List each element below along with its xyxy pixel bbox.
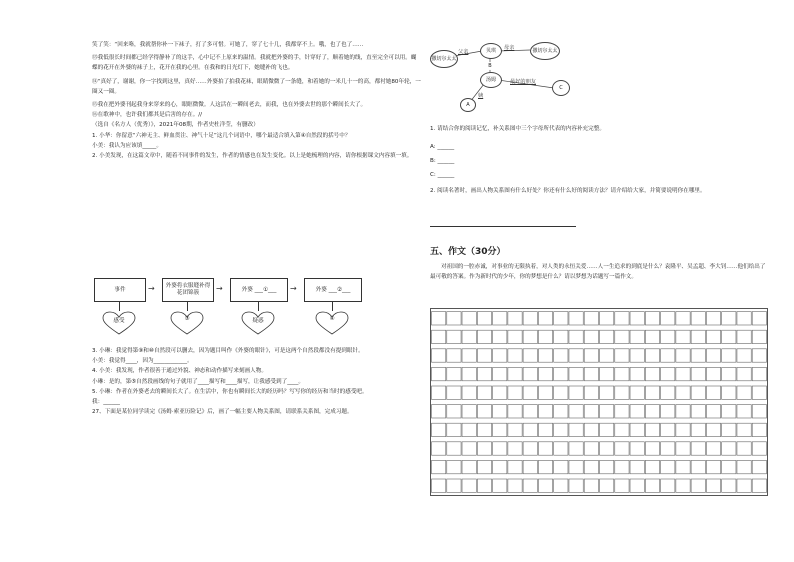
grid-cell[interactable] <box>752 442 766 455</box>
grid-cell[interactable] <box>493 460 507 473</box>
grid-cell[interactable] <box>538 330 552 343</box>
grid-cell[interactable] <box>462 423 476 436</box>
grid-cell[interactable] <box>508 367 522 380</box>
grid-cell[interactable] <box>462 367 476 380</box>
grid-cell[interactable] <box>645 330 659 343</box>
grid-cell[interactable] <box>477 386 491 399</box>
grid-cell[interactable] <box>706 479 720 492</box>
label-aunt: 姨 <box>478 93 484 99</box>
label-parent: 父亲 <box>458 49 469 55</box>
grid-cell[interactable] <box>584 330 598 343</box>
grid-cell[interactable] <box>737 330 751 343</box>
grid-cell[interactable] <box>600 423 614 436</box>
grid-cell[interactable] <box>554 405 568 418</box>
grid-cell[interactable] <box>462 330 476 343</box>
grid-cell[interactable] <box>569 349 583 362</box>
grid-cell[interactable] <box>752 386 766 399</box>
grid-cell[interactable] <box>523 479 537 492</box>
grid-cell[interactable] <box>584 405 598 418</box>
grid-cell[interactable] <box>676 312 690 325</box>
grid-cell[interactable] <box>737 386 751 399</box>
heart-shape-blank-4 <box>315 311 349 335</box>
grid-cell[interactable] <box>447 460 461 473</box>
grid-cell[interactable] <box>615 330 629 343</box>
grid-cell[interactable] <box>432 349 446 362</box>
heart-label: 感受 <box>113 318 125 324</box>
grid-cell[interactable] <box>569 330 583 343</box>
heart-shape-blank-3 <box>170 311 204 335</box>
grid-cell[interactable] <box>523 405 537 418</box>
grid-cell[interactable] <box>600 349 614 362</box>
grid-cell[interactable] <box>600 312 614 325</box>
grid-cell[interactable] <box>615 423 629 436</box>
grid-cell[interactable] <box>523 349 537 362</box>
grid-cell[interactable] <box>722 312 736 325</box>
grid-cell[interactable] <box>554 349 568 362</box>
left-column <box>92 40 422 161</box>
grid-cell[interactable] <box>630 405 644 418</box>
right-question-1: 1. 请结合你的阅读记忆，补关系图中三个字母所代表的内容补充完整。 <box>430 126 605 132</box>
grid-cell[interactable] <box>645 386 659 399</box>
grid-cell[interactable] <box>706 423 720 436</box>
grid-cell[interactable] <box>645 405 659 418</box>
grid-cell[interactable] <box>477 367 491 380</box>
node-c: C <box>552 80 570 96</box>
grid-cell[interactable] <box>752 367 766 380</box>
grid-cell[interactable] <box>722 386 736 399</box>
node-a: A <box>460 98 476 112</box>
grid-cell[interactable] <box>600 442 614 455</box>
grid-cell[interactable] <box>554 386 568 399</box>
grid-cell[interactable] <box>477 405 491 418</box>
grid-cell[interactable] <box>432 386 446 399</box>
grid-cell[interactable] <box>645 479 659 492</box>
grid-cell[interactable] <box>538 423 552 436</box>
label-best-friend: 最好的朋友 <box>510 79 536 85</box>
grid-cell[interactable] <box>493 405 507 418</box>
label-mother: 母亲 <box>504 45 515 51</box>
grid-cell[interactable] <box>661 312 675 325</box>
character-relationship-diagram <box>430 36 580 120</box>
grid-cell[interactable] <box>477 312 491 325</box>
grid-cell[interactable] <box>508 405 522 418</box>
grid-cell[interactable] <box>432 367 446 380</box>
question-4: 4. 小美：我发现，作者很善于通过外貌、神态和动作描写来刻画人物。 <box>92 368 267 375</box>
grid-cell[interactable] <box>737 479 751 492</box>
grid-cell[interactable] <box>691 442 705 455</box>
grid-cell[interactable] <box>447 349 461 362</box>
grid-cell[interactable] <box>584 479 598 492</box>
grid-cell[interactable] <box>752 479 766 492</box>
grid-cell[interactable] <box>554 442 568 455</box>
grid-cell[interactable] <box>691 405 705 418</box>
grid-cell[interactable] <box>554 367 568 380</box>
node-tom: 汤姆 <box>480 72 502 88</box>
passage-line-1: 笑了笑：“回来咯，我就帮你补一下袜子，打了多可惜。可她了，穿了七十几，我都穿不上。哦，也了也了…… <box>92 42 364 48</box>
grid-cell[interactable] <box>706 367 720 380</box>
grid-cell[interactable] <box>554 460 568 473</box>
grid-cell[interactable] <box>493 367 507 380</box>
grid-cell[interactable] <box>661 442 675 455</box>
node-b: B <box>486 62 494 70</box>
grid-cell[interactable] <box>676 460 690 473</box>
grid-cell[interactable] <box>661 405 675 418</box>
grid-cell[interactable] <box>645 367 659 380</box>
grid-cell[interactable] <box>584 367 598 380</box>
grid-cell[interactable] <box>432 312 446 325</box>
grid-cell[interactable] <box>737 405 751 418</box>
grid-cell[interactable] <box>447 405 461 418</box>
grid-cell[interactable] <box>447 330 461 343</box>
heart-shape-doubt <box>241 311 275 335</box>
grid-cell[interactable] <box>493 349 507 362</box>
grid-cell[interactable] <box>569 386 583 399</box>
grid-cell[interactable] <box>447 479 461 492</box>
grid-cell[interactable] <box>645 423 659 436</box>
grid-cell[interactable] <box>569 460 583 473</box>
grid-cell[interactable] <box>523 386 537 399</box>
grid-cell[interactable] <box>752 312 766 325</box>
grid-cell[interactable] <box>462 479 476 492</box>
grid-cell[interactable] <box>615 349 629 362</box>
composition-prompt: 对祖国的一腔赤诚，对事业的无限执着，对人类的永恒关爱……人一生追求的到底是什么？袁隆平、吴孟超、李大钊……他们给出了最可敬的答案。作为新时代的少年，你的梦想是什么？请以梦想为话题写一篇作文。 <box>430 264 766 280</box>
grid-cell[interactable] <box>737 460 751 473</box>
grid-cell[interactable] <box>737 367 751 380</box>
grid-cell[interactable] <box>645 312 659 325</box>
grid-cell[interactable] <box>706 460 720 473</box>
answer-b: B: ______ <box>430 158 455 164</box>
grid-cell[interactable] <box>523 442 537 455</box>
grid-cell[interactable] <box>447 442 461 455</box>
grid-cell[interactable] <box>630 349 644 362</box>
grid-cell[interactable] <box>752 405 766 418</box>
connector-line <box>119 301 120 311</box>
grid-cell[interactable] <box>447 386 461 399</box>
grid-cell[interactable] <box>722 405 736 418</box>
arrow-icon: → <box>290 284 297 293</box>
flow-box-blank-1: 外婆 ___①___ <box>230 278 288 302</box>
question-27: 27、下面是某位同学读完《汤姆·索亚历险记》后，画了一幅主要人物关系图，请联系关系图，完成习题。 <box>92 409 353 416</box>
grid-cell[interactable] <box>630 367 644 380</box>
passage-para-13: ⑬我低很长时间都已经学得静补了的这手，心中记不上原来的温情。我就把外婆的手，针穿好了，顺着她的线，直至完全可以用。蝴蝶的花开在外婆的袜子上，花开在我的心里。在我和的日光灯下，她缝补的飞也。 <box>92 55 417 72</box>
grid-cell[interactable] <box>508 330 522 343</box>
flow-box-blank-2: 外婆 ___②___ <box>304 278 362 302</box>
grid-cell[interactable] <box>477 442 491 455</box>
connector-line <box>332 301 333 311</box>
grid-cell[interactable] <box>462 442 476 455</box>
grid-cell[interactable] <box>447 367 461 380</box>
grid-cell[interactable] <box>600 386 614 399</box>
grid-cell[interactable] <box>676 405 690 418</box>
grid-cell[interactable] <box>661 479 675 492</box>
grid-cell[interactable] <box>493 386 507 399</box>
grid-cell[interactable] <box>523 330 537 343</box>
grid-cell[interactable] <box>523 312 537 325</box>
grid-cell[interactable] <box>706 330 720 343</box>
question-3: 3. 小琳：我觉得第⑨和⑩自然段可以删去，因为题目叫作《外婆的眼针》，可是这两个自然段都没有提到眼针。 <box>92 348 364 354</box>
grid-cell[interactable] <box>432 479 446 492</box>
grid-cell[interactable] <box>722 442 736 455</box>
grid-cell[interactable] <box>493 479 507 492</box>
grid-cell[interactable] <box>432 442 446 455</box>
grid-cell[interactable] <box>508 423 522 436</box>
grid-cell[interactable] <box>691 349 705 362</box>
grid-cell[interactable] <box>569 423 583 436</box>
emotion-flowchart <box>92 274 422 336</box>
grid-cell[interactable] <box>752 423 766 436</box>
grid-cell[interactable] <box>615 386 629 399</box>
grid-cell[interactable] <box>706 386 720 399</box>
grid-cell[interactable] <box>645 442 659 455</box>
grid-cell[interactable] <box>722 349 736 362</box>
grid-cell[interactable] <box>676 367 690 380</box>
grid-cell[interactable] <box>676 423 690 436</box>
passage-para-14: ⑭“真好了，谢谢，你一字找到这里，真好……外婆拍了拍我花袜，眼睛微微了一条缝，和着她的一米几十一的高，都衬她80年轮，一圈又一圈。 <box>92 78 421 95</box>
grid-cell[interactable] <box>600 479 614 492</box>
passage-source: （选自《名方人（优秀）》，2021年08期，作者史杜洋莹，有删改） <box>92 122 259 129</box>
grid-lines <box>431 309 767 495</box>
connector-line <box>258 301 259 311</box>
grid-cell[interactable] <box>645 460 659 473</box>
grid-cell[interactable] <box>493 312 507 325</box>
grid-cell[interactable] <box>538 312 552 325</box>
grid-cell[interactable] <box>737 312 751 325</box>
answer-c: C: ______ <box>430 172 455 178</box>
composition-grid[interactable] <box>430 308 768 496</box>
grid-cell[interactable] <box>538 349 552 362</box>
grid-cell[interactable] <box>523 423 537 436</box>
grid-cell[interactable] <box>432 330 446 343</box>
grid-cell[interactable] <box>691 330 705 343</box>
grid-cell[interactable] <box>676 386 690 399</box>
question-5-answer: 我：______ <box>92 399 120 406</box>
grid-cell[interactable] <box>615 312 629 325</box>
question-1: 1. 小华：你留意“六神无主、鲜血贯注、神气十足”这几个词语中，哪个最适合填入第④自然段的括号中？ <box>92 132 351 139</box>
grid-cell[interactable] <box>432 460 446 473</box>
grid-cell[interactable] <box>661 367 675 380</box>
grid-cell[interactable] <box>493 423 507 436</box>
grid-cell[interactable] <box>706 405 720 418</box>
grid-cell[interactable] <box>676 349 690 362</box>
grid-cell[interactable] <box>645 349 659 362</box>
grid-cell[interactable] <box>615 367 629 380</box>
grid-cell[interactable] <box>477 330 491 343</box>
grid-cell[interactable] <box>508 386 522 399</box>
arrow-icon: → <box>216 284 223 293</box>
grid-cell[interactable] <box>706 349 720 362</box>
node-mrs-thatcher: 撒切尔太太 <box>430 50 458 68</box>
grid-cell[interactable] <box>462 386 476 399</box>
grid-cell[interactable] <box>722 423 736 436</box>
node-thatcher-right: 撒切尔太太 <box>530 42 560 60</box>
grid-cell[interactable] <box>569 312 583 325</box>
grid-cell[interactable] <box>722 460 736 473</box>
grid-cell[interactable] <box>737 349 751 362</box>
grid-cell[interactable] <box>584 312 598 325</box>
grid-cell[interactable] <box>508 312 522 325</box>
grid-cell[interactable] <box>600 367 614 380</box>
grid-cell[interactable] <box>584 460 598 473</box>
grid-cell[interactable] <box>477 349 491 362</box>
question-3-answer: 小美：我觉得____，因为____________。 <box>92 358 193 365</box>
grid-cell[interactable] <box>722 479 736 492</box>
grid-cell[interactable] <box>630 423 644 436</box>
grid-cell[interactable] <box>584 349 598 362</box>
heart-shape-feeling <box>102 311 136 335</box>
passage-para-16: ⑯在歌神中，也许我们都其是后害的存在。// <box>92 112 203 119</box>
grid-cell[interactable] <box>676 330 690 343</box>
grid-cell[interactable] <box>722 330 736 343</box>
grid-cell[interactable] <box>538 460 552 473</box>
left-questions <box>92 346 422 417</box>
heart-label: 疑惑 <box>252 318 264 324</box>
grid-cell[interactable] <box>584 423 598 436</box>
flow-box-event: 事件 <box>94 278 146 302</box>
grid-cell[interactable] <box>447 423 461 436</box>
grid-cell[interactable] <box>661 330 675 343</box>
grid-cell[interactable] <box>523 367 537 380</box>
question-2: 2. 小美发现，在这篇文章中，随着不同事件的发生，作者的情感也在发生变化。以上是她梳理的内容，请你根据课文内容填一填。 <box>92 153 413 160</box>
grid-cell[interactable] <box>661 423 675 436</box>
grid-cell[interactable] <box>538 405 552 418</box>
question-4-answer: 小琳：是的，第⑤自然段画线的句子就用了____描写和____描写，让我感受到了____。 <box>92 378 304 385</box>
grid-cell[interactable] <box>477 479 491 492</box>
grid-cell[interactable] <box>676 442 690 455</box>
question-1-answer: 小美：我认为应该填_____。 <box>92 142 162 149</box>
grid-cell[interactable] <box>676 479 690 492</box>
grid-cell[interactable] <box>691 460 705 473</box>
grid-cell[interactable] <box>691 423 705 436</box>
grid-cell[interactable] <box>554 330 568 343</box>
grid-cell[interactable] <box>508 479 522 492</box>
grid-cell[interactable] <box>538 386 552 399</box>
grid-cell[interactable] <box>584 442 598 455</box>
grid-cell[interactable] <box>569 479 583 492</box>
grid-cell[interactable] <box>630 442 644 455</box>
grid-cell[interactable] <box>706 312 720 325</box>
grid-cell[interactable] <box>615 460 629 473</box>
flow-box-mend: 外婆将衣服缝补得花团锦簇 <box>162 278 214 302</box>
passage-para-15: ⑮我在把外婆刊起我身来穿来的心，眼眶微微。人这活在一瞬间老去，而我，也在外婆去世的那个瞬间长大了。 <box>92 102 367 109</box>
right-question-2: 2. 阅读名著时，画出人物关系图有什么好处？你还有什么好的阅读方法？请介绍给大家，并简要说明你在哪里。 <box>430 188 706 194</box>
grid-cell[interactable] <box>630 479 644 492</box>
grid-cell[interactable] <box>538 367 552 380</box>
grid-cell[interactable] <box>661 349 675 362</box>
grid-cell[interactable] <box>661 386 675 399</box>
grid-cell[interactable] <box>661 460 675 473</box>
grid-cell[interactable] <box>462 312 476 325</box>
grid-cell[interactable] <box>554 312 568 325</box>
grid-cell[interactable] <box>538 479 552 492</box>
grid-cell[interactable] <box>752 349 766 362</box>
grid-cell[interactable] <box>737 442 751 455</box>
grid-cell[interactable] <box>493 330 507 343</box>
grid-cell[interactable] <box>722 367 736 380</box>
section-title-composition: 五、作文（30分） <box>430 247 506 257</box>
grid-cell[interactable] <box>630 312 644 325</box>
answer-line <box>430 226 576 227</box>
grid-cell[interactable] <box>691 386 705 399</box>
question-5: 5. 小琳：作者在外婆老去的瞬间长大了。在生活中，你也有瞬间长大的经历吗？写写你的经历和当时的感受吧。 <box>92 388 368 395</box>
grid-cell[interactable] <box>508 460 522 473</box>
grid-cell[interactable] <box>752 460 766 473</box>
grid-cell[interactable] <box>569 405 583 418</box>
grid-cell[interactable] <box>600 405 614 418</box>
grid-cell[interactable] <box>493 442 507 455</box>
grid-cell[interactable] <box>600 330 614 343</box>
grid-cell[interactable] <box>462 460 476 473</box>
grid-cell[interactable] <box>508 349 522 362</box>
grid-cell[interactable] <box>630 330 644 343</box>
grid-cell[interactable] <box>691 479 705 492</box>
grid-cell[interactable] <box>462 405 476 418</box>
grid-cell[interactable] <box>737 423 751 436</box>
heart-label: ④ <box>329 316 335 322</box>
grid-cell[interactable] <box>538 442 552 455</box>
grid-cell[interactable] <box>508 442 522 455</box>
grid-cell[interactable] <box>615 405 629 418</box>
answer-a: A: ______ <box>430 144 455 150</box>
grid-cell[interactable] <box>706 442 720 455</box>
grid-cell[interactable] <box>630 386 644 399</box>
grid-cell[interactable] <box>462 349 476 362</box>
heart-label: ③ <box>184 316 190 322</box>
arrow-icon: → <box>148 284 155 293</box>
grid-cell[interactable] <box>447 312 461 325</box>
grid-cell[interactable] <box>477 423 491 436</box>
grid-cell[interactable] <box>584 386 598 399</box>
grid-cell[interactable] <box>523 460 537 473</box>
grid-cell[interactable] <box>569 367 583 380</box>
grid-cell[interactable] <box>432 405 446 418</box>
grid-cell[interactable] <box>477 460 491 473</box>
node-becky: 贝琪 <box>480 43 502 59</box>
grid-cell[interactable] <box>615 479 629 492</box>
grid-cell[interactable] <box>554 479 568 492</box>
grid-cell[interactable] <box>554 423 568 436</box>
grid-cell[interactable] <box>752 330 766 343</box>
grid-cell[interactable] <box>432 423 446 436</box>
connector-line <box>187 301 188 311</box>
grid-cell[interactable] <box>691 367 705 380</box>
grid-cell[interactable] <box>691 312 705 325</box>
grid-cell[interactable] <box>615 442 629 455</box>
grid-cell[interactable] <box>569 442 583 455</box>
grid-cell[interactable] <box>600 460 614 473</box>
grid-cell[interactable] <box>630 460 644 473</box>
